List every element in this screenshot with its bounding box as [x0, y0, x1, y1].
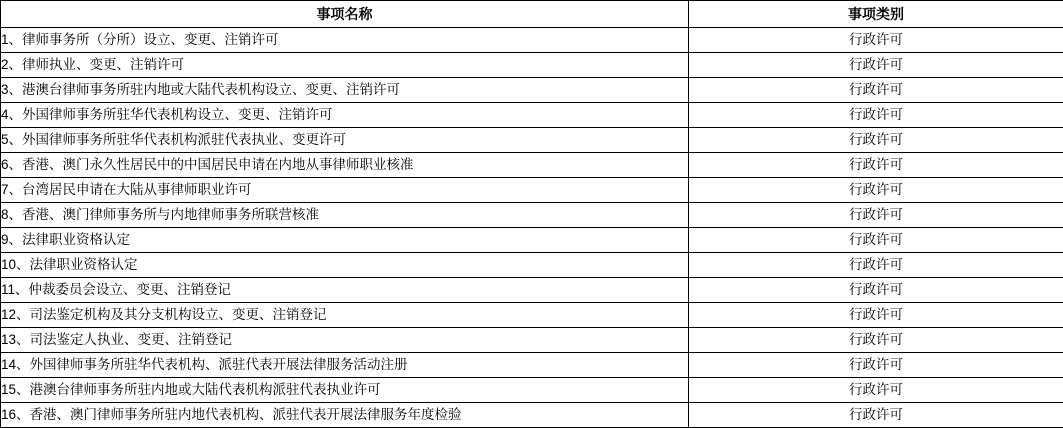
- table-row: [1, 78, 1063, 103]
- cell-matter-type: 行政许可: [689, 378, 1063, 403]
- table-row: [1, 403, 1063, 428]
- cell-matter-type: 行政许可: [689, 28, 1063, 53]
- table-row: [1, 128, 1063, 153]
- cell-matter-name: 12、司法鉴定机构及其分支机构设立、变更、注销登记: [1, 303, 689, 328]
- cell-matter-type: 行政许可: [689, 253, 1063, 278]
- table-row: [1, 353, 1063, 378]
- cell-matter-name: 7、台湾居民申请在大陆从事律师职业许可: [1, 178, 689, 203]
- cell-matter-type: 行政许可: [689, 403, 1063, 428]
- cell-matter-type: 行政许可: [689, 178, 1063, 203]
- cell-matter-name: 9、法律职业资格认定: [1, 228, 689, 253]
- table-row: [1, 53, 1063, 78]
- cell-matter-type: 行政许可: [689, 103, 1063, 128]
- table-row: [1, 28, 1063, 53]
- table-row: [1, 228, 1063, 253]
- cell-matter-name: 5、外国律师事务所驻华代表机构派驻代表执业、变更许可: [1, 128, 689, 153]
- cell-matter-name: 2、律师执业、变更、注销许可: [1, 53, 689, 78]
- column-header-type: 事项类别: [689, 1, 1063, 28]
- cell-matter-type: 行政许可: [689, 128, 1063, 153]
- table-row: [1, 203, 1063, 228]
- cell-matter-type: 行政许可: [689, 328, 1063, 353]
- cell-matter-type: 行政许可: [689, 153, 1063, 178]
- table-row: [1, 303, 1063, 328]
- cell-matter-name: 3、港澳台律师事务所驻内地或大陆代表机构设立、变更、注销许可: [1, 78, 689, 103]
- table-header-row: [1, 1, 1063, 28]
- table-row: [1, 153, 1063, 178]
- table-row: [1, 178, 1063, 203]
- cell-matter-type: 行政许可: [689, 278, 1063, 303]
- table-row: [1, 278, 1063, 303]
- cell-matter-type: 行政许可: [689, 53, 1063, 78]
- cell-matter-name: 10、法律职业资格认定: [1, 253, 689, 278]
- table-body: [1, 28, 1063, 428]
- cell-matter-name: 14、外国律师事务所驻华代表机构、派驻代表开展法律服务活动注册: [1, 353, 689, 378]
- table-row: [1, 328, 1063, 353]
- cell-matter-name: 16、香港、澳门律师事务所驻内地代表机构、派驻代表开展法律服务年度检验: [1, 403, 689, 428]
- cell-matter-name: 1、律师事务所（分所）设立、变更、注销许可: [1, 28, 689, 53]
- cell-matter-name: 6、香港、澳门永久性居民中的中国居民申请在内地从事律师职业核准: [1, 153, 689, 178]
- cell-matter-name: 11、仲裁委员会设立、变更、注销登记: [1, 278, 689, 303]
- column-header-name: 事项名称: [1, 1, 689, 28]
- table-row: [1, 253, 1063, 278]
- table-row: [1, 378, 1063, 403]
- cell-matter-name: 15、港澳台律师事务所驻内地或大陆代表机构派驻代表执业许可: [1, 378, 689, 403]
- cell-matter-name: 13、司法鉴定人执业、变更、注销登记: [1, 328, 689, 353]
- cell-matter-type: 行政许可: [689, 228, 1063, 253]
- cell-matter-type: 行政许可: [689, 203, 1063, 228]
- cell-matter-name: 8、香港、澳门律师事务所与内地律师事务所联营核准: [1, 203, 689, 228]
- cell-matter-type: 行政许可: [689, 353, 1063, 378]
- cell-matter-type: 行政许可: [689, 78, 1063, 103]
- cell-matter-name: 4、外国律师事务所驻华代表机构设立、变更、注销许可: [1, 103, 689, 128]
- table-row: [1, 103, 1063, 128]
- cell-matter-type: 行政许可: [689, 303, 1063, 328]
